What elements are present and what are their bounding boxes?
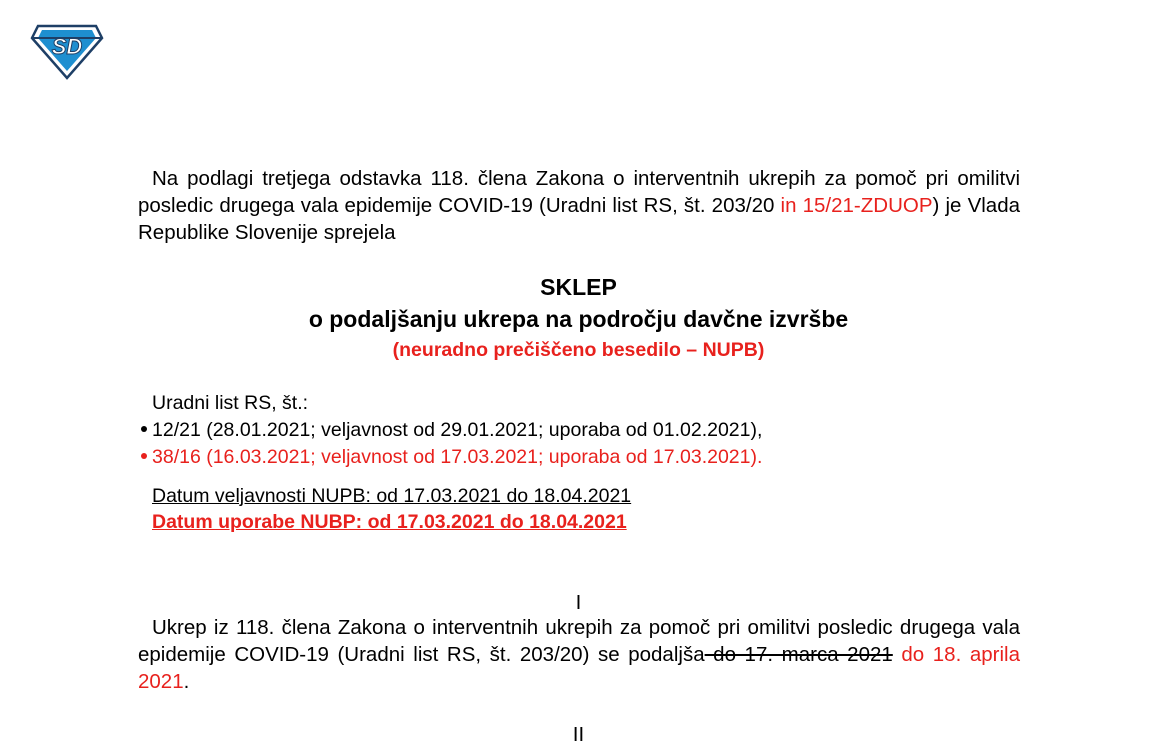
gazette-item: 12/21 (28.01.2021; veljavnost od 29.01.2021; uporaba od 01.02.2021), <box>138 419 762 441</box>
bullet-icon <box>141 453 147 459</box>
gazette-label: Uradni list RS, št.: <box>152 392 309 414</box>
document-subtitle: o podaljšanju ukrepa na področju davčne izvršbe <box>308 306 849 332</box>
logo-text: SD <box>51 34 83 59</box>
document-note: (neuradno prečiščeno besedilo – NUPB) <box>392 339 765 361</box>
section-1-new-date: do 18. aprila 2021 <box>138 643 1020 693</box>
preamble-amendment: in 15/21-ZDUOP <box>780 194 933 217</box>
validity-date: Datum veljavnosti NUPB: od 17.03.2021 do 18.04.2021 <box>152 485 632 507</box>
section-1-text: Ukrep iz 118. člena Zakona o interventnih ukrepih za pomoč pri omilitvi posledic drugega vala epidemije COVID-19 (Uradni list RS, št. 203/20) se podaljša <box>138 616 1020 666</box>
section-1-struck-text: do 17. marca 2021 <box>704 643 893 666</box>
section-1-paragraph: Ukrep iz 118. člena Zakona o interventnih ukrepih za pomoč pri omilitvi posledic drugega vala epidemije COVID-19 (Uradni list RS, št. 203/20) se podaljša do 17. marca 2021 do 18. aprila 2021. <box>138 616 1020 693</box>
preamble-text-2: ) je Vlada Republike Slovenije sprejela <box>138 194 1021 244</box>
use-date: Datum uporabe NUBP: od 17.03.2021 do 18.04.2021 <box>152 511 627 533</box>
preamble-text-1: Na podlagi tretjega odstavka 118. člena Zakona o interventnih ukrepih za pomoč pri omilitvi posledic drugega vala epidemije COVID-19 (Uradni list RS, št. 203/20 <box>138 167 1020 217</box>
document-title: SKLEP <box>540 274 617 300</box>
preamble-paragraph <box>138 165 1020 246</box>
section-numeral-1: I <box>575 591 582 614</box>
gazette-item: 38/16 (16.03.2021; veljavnost od 17.03.2021; uporaba od 17.03.2021). <box>138 446 762 468</box>
bullet-icon <box>141 426 147 432</box>
diamond-sd-logo-icon <box>30 20 104 80</box>
section-numeral-2: II <box>572 723 585 746</box>
